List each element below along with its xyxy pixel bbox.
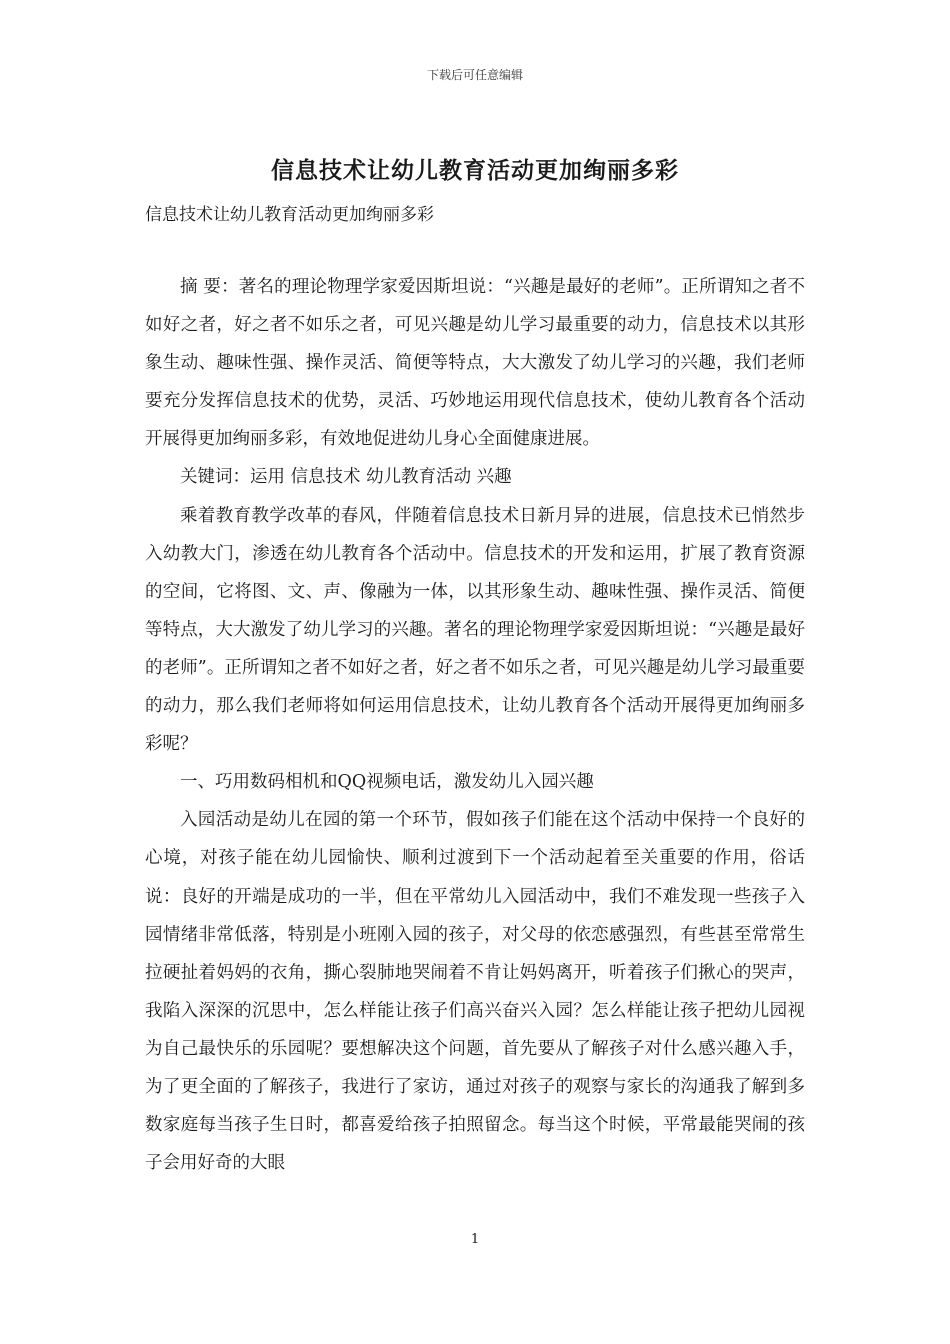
intro-paragraph: 乘着教育教学改革的春风，伴随着信息技术日新月异的进展，信息技术已悄然步入幼教大门，渗透在幼儿教育各个活动中。信息技术的开发和运用，扩展了教育资源的空间，它将图、文、声、像融为一体，以其形象生动、趣味性强、操作灵活、简便等特点，大大激发了幼儿学习的兴趣。著名的理论物理学家爱因斯坦说：“兴趣是最好的老师”。正所谓知之者不如好之者，好之者不如乐之者，可见兴趣是幼儿学习最重要的动力，那么我们老师将如何运用信息技术，让幼儿教育各个活动开展得更加绚丽多彩呢？ [145, 505, 805, 755]
document-body [145, 268, 805, 1182]
section-heading: 一、巧用数码相机和QQ视频电话，激发幼儿入园兴趣 [180, 772, 594, 793]
section-paragraph: 入园活动是幼儿在园的第一个环节，假如孩子们能在这个活动中保持一个良好的心境，对孩子能在幼儿园愉快、顺利过渡到下一个活动起着至关重要的作用，俗话说：良好的开端是成功的一半，但在平常幼儿入园活动中，我们不难发现一些孩子入园情绪非常低落，特别是小班刚入园的孩子，对父母的依恋感强烈，有些甚至常常生拉硬扯着妈妈的衣角，撕心裂肺地哭闹着不肯让妈妈离开，听着孩子们揪心的哭声，我陷入深深的沉思中，怎么样能让孩子们高兴奋兴入园？怎么样能让孩子把幼儿园视为自己最快乐的乐园呢？要想解决这个问题，首先要从了解孩子对什么感兴趣入手，为了更全面的了解孩子，我进行了家访，通过对孩子的观察与家长的沟通我了解到多数家庭每当孩子生日时，都喜爱给孩子拍照留念。每当这个时候，平常最能哭闹的孩子会用好奇的大眼 [145, 810, 805, 1174]
keywords-paragraph: 关键词：运用 信息技术 幼儿教育活动 兴趣 [180, 467, 512, 488]
header-note: 下载后可任意编辑 [426, 68, 523, 82]
document-subtitle: 信息技术让幼儿教育活动更加绚丽多彩 [145, 205, 434, 225]
document-title: 信息技术让幼儿教育活动更加绚丽多彩 [271, 157, 679, 184]
page-number: 1 [470, 1232, 480, 1247]
abstract-paragraph: 摘 要：著名的理论物理学家爱因斯坦说：“兴趣是最好的老师”。正所谓知之者不如好之者，好之者不如乐之者，可见兴趣是幼儿学习最重要的动力，信息技术以其形象生动、趣味性强、操作灵活、简便等特点，大大激发了幼儿学习的兴趣，我们老师要充分发挥信息技术的优势，灵活、巧妙地运用现代信息技术，使幼儿教育各个活动开展得更加绚丽多彩，有效地促进幼儿身心全面健康进展。 [145, 277, 805, 450]
